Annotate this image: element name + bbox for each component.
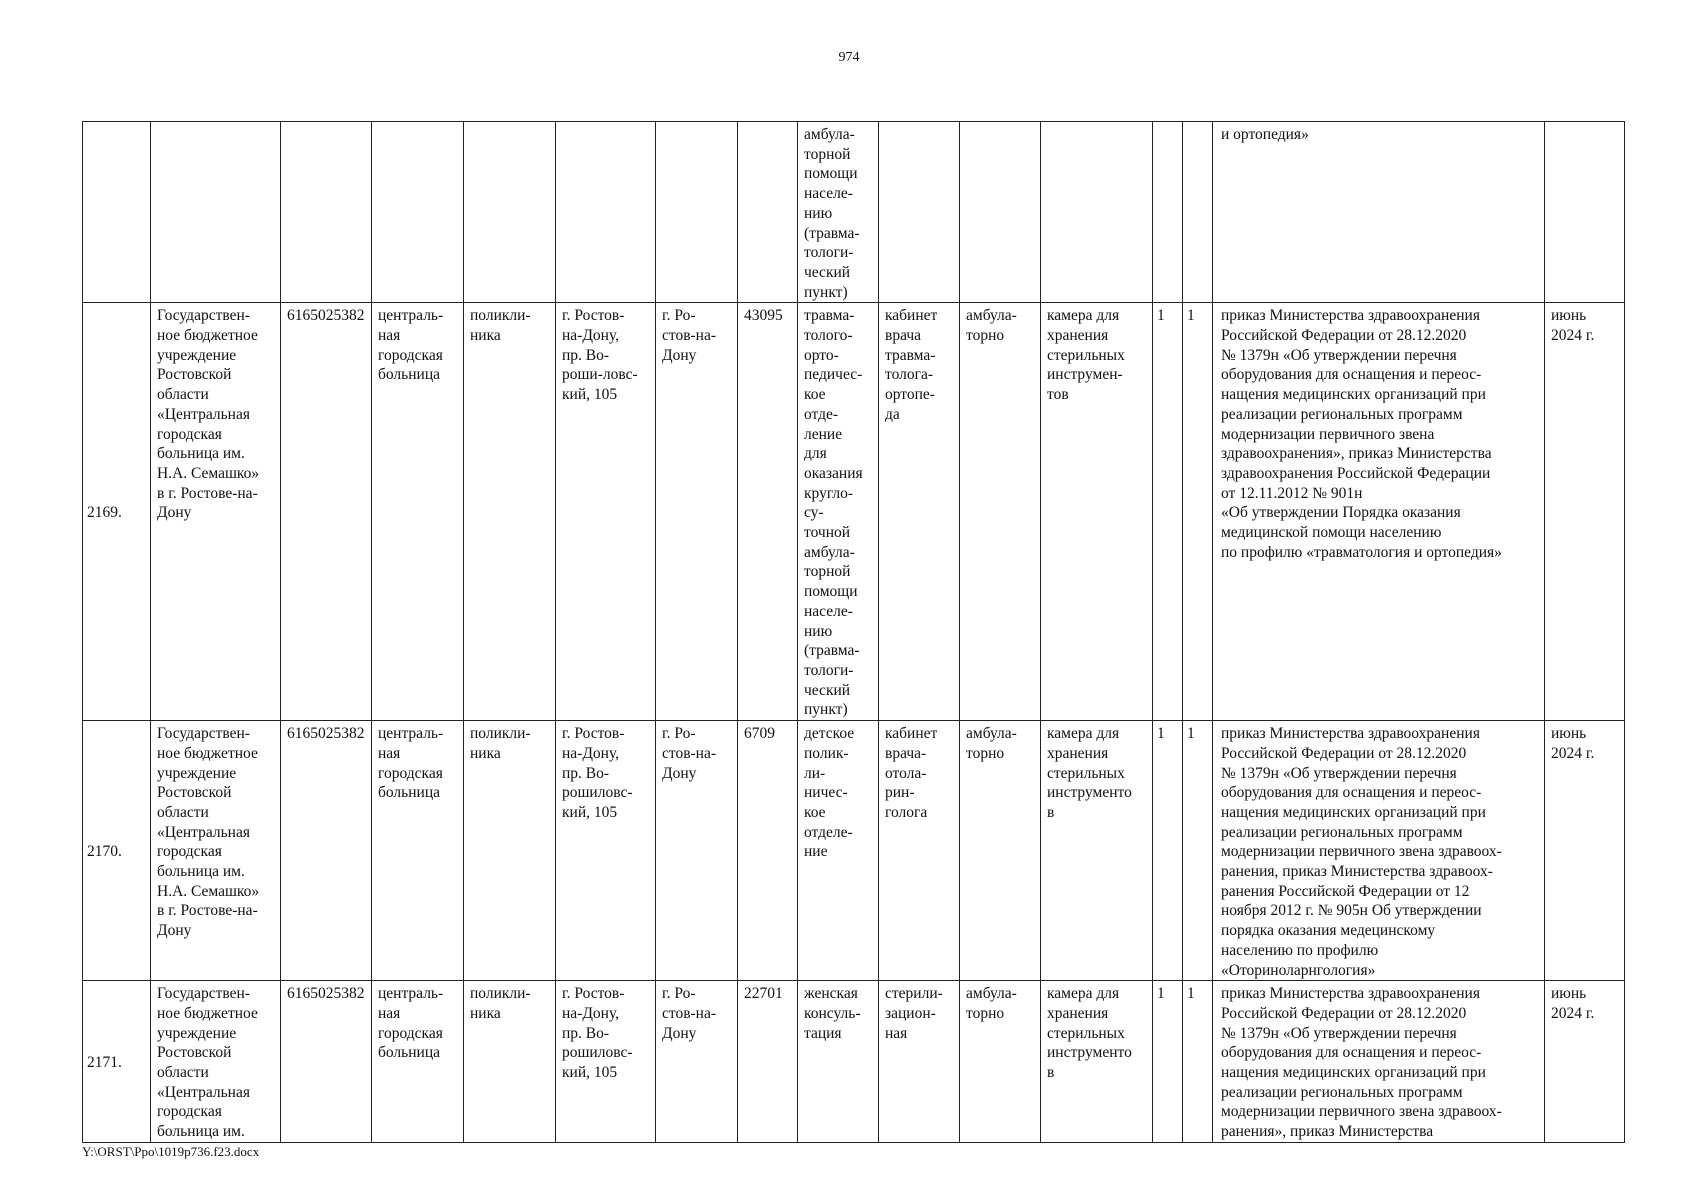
page-number: 974 [838,50,860,65]
city-cell [656,122,738,303]
cabinet-cell: стерили- зацион- ная [879,981,960,1143]
unit-cell: детское полик- ли- ничес- кое отделе- ние [798,721,879,981]
legal-basis-cell: и ортопедия» [1213,122,1545,303]
organization-name: Государствен- ное бюджетное учреждение Ростовской области «Центральная городская больница им. Н.А. Семашко» в г. Ростове-на- Дону [151,721,281,981]
date-cell: июнь 2024 г. [1545,303,1625,721]
table-row [83,981,1625,1143]
table-row [83,122,1625,303]
cabinet-cell: кабинет врача- отола- рин- голога [879,721,960,981]
table-row [83,303,1625,721]
inn-cell: 6165025382 [281,981,372,1143]
quantity-cell: 1 [1183,721,1213,981]
address-cell [556,122,656,303]
quantity-cell: 1 [1153,303,1183,721]
mode-cell: амбула- торно [960,981,1041,1143]
code-cell: 22701 [738,981,798,1143]
unit-cell: амбула- торной помощи населе- нию (травма- тологи- ческий пункт) [798,122,879,303]
legal-basis-cell: приказ Министерства здравоохранения Российской Федерации от 28.12.2020 № 1379н «Об утверждении перечня оборудования для оснащения и переос- нащения медицинских организаций при реализации региональных программ модернизации первичного звена здравоох- ранения», приказ Министерства [1213,981,1545,1143]
code-cell: 43095 [738,303,798,721]
mode-cell: амбула- торно [960,721,1041,981]
date-cell: июнь 2024 г. [1545,981,1625,1143]
unit-cell: женская консуль- тация [798,981,879,1143]
row-number [83,122,151,303]
institution-subtype: поликли- ника [464,981,556,1143]
inn-cell: 6165025382 [281,721,372,981]
city-cell: г. Ро- стов-на- Дону [656,303,738,721]
cabinet-cell [879,122,960,303]
institution-type: централь- ная городская больница [372,981,464,1143]
organization-name: Государствен- ное бюджетное учреждение Ростовской области «Центральная городская больница им. [151,981,281,1143]
footer-file-path: Y:\ORST\Ppo\1019p736.f23.docx [82,1144,260,1159]
quantity-cell [1153,122,1183,303]
cabinet-cell: кабинет врача травма- толога- ортопе- да [879,303,960,721]
code-cell: 6709 [738,721,798,981]
date-cell [1545,122,1625,303]
address-cell: г. Ростов- на-Дону, пр. Во- рошиловс- кий, 105 [556,981,656,1143]
organization-name: Государствен- ное бюджетное учреждение Ростовской области «Центральная городская больница им. Н.А. Семашко» в г. Ростове-на- Дону [151,303,281,721]
equipment-cell: камера для хранения стерильных инструменто в [1041,981,1153,1143]
code-cell [738,122,798,303]
institution-subtype: поликли- ника [464,303,556,721]
mode-cell: амбула- торно [960,303,1041,721]
address-cell: г. Ростов- на-Дону, пр. Во- рошиловс- кий, 105 [556,721,656,981]
row-number: 2169. [83,303,151,721]
address-cell: г. Ростов- на-Дону, пр. Во- роши-ловс- кий, 105 [556,303,656,721]
institution-type [372,122,464,303]
equipment-cell [1041,122,1153,303]
organization-name [151,122,281,303]
table-row [83,721,1625,981]
quantity-cell [1183,122,1213,303]
equipment-cell: камера для хранения стерильных инструмен- тов [1041,303,1153,721]
inn-cell: 6165025382 [281,303,372,721]
inn-cell [281,122,372,303]
institution-type: централь- ная городская больница [372,303,464,721]
institution-type: централь- ная городская больница [372,721,464,981]
city-cell: г. Ро- стов-на- Дону [656,721,738,981]
equipment-cell: камера для хранения стерильных инструменто в [1041,721,1153,981]
quantity-cell: 1 [1153,721,1183,981]
institution-subtype [464,122,556,303]
unit-cell: травма- толого- орто- педичес- кое отде- ление для оказания кругло- су- точной амбула- торной помощи населе- нию (травма- тологи- ческий пункт) [798,303,879,721]
institution-subtype: поликли- ника [464,721,556,981]
date-cell: июнь 2024 г. [1545,721,1625,981]
equipment-table [82,121,1625,1143]
quantity-cell: 1 [1183,981,1213,1143]
row-number: 2170. [83,721,151,981]
quantity-cell: 1 [1183,303,1213,721]
row-number: 2171. [83,981,151,1143]
legal-basis-cell: приказ Министерства здравоохранения Российской Федерации от 28.12.2020 № 1379н «Об утверждении перечня оборудования для оснащения и переос- нащения медицинских организаций при реализации региональных программ модернизации первичного звена здравоох- ранения, приказ Министерства здравоох- ранения Российской Федерации от 12 ноября 2012 г. № 905н Об утверждении порядка оказания медецинскому населению по профилю «Оториноларнгология» [1213,721,1545,981]
quantity-cell: 1 [1153,981,1183,1143]
city-cell: г. Ро- стов-на- Дону [656,981,738,1143]
mode-cell [960,122,1041,303]
legal-basis-cell: приказ Министерства здравоохранения Российской Федерации от 28.12.2020 № 1379н «Об утверждении перечня оборудования для оснащения и переос- нащения медицинских организаций при реализации региональных программ модернизации первичного звена здравоохранения», приказ Министерства здравоохранения Российской Федерации от 12.11.2012 № 901н «Об утверждении Порядка оказания медицинской помощи населению по профилю «травматология и ортопедия» [1213,303,1545,721]
